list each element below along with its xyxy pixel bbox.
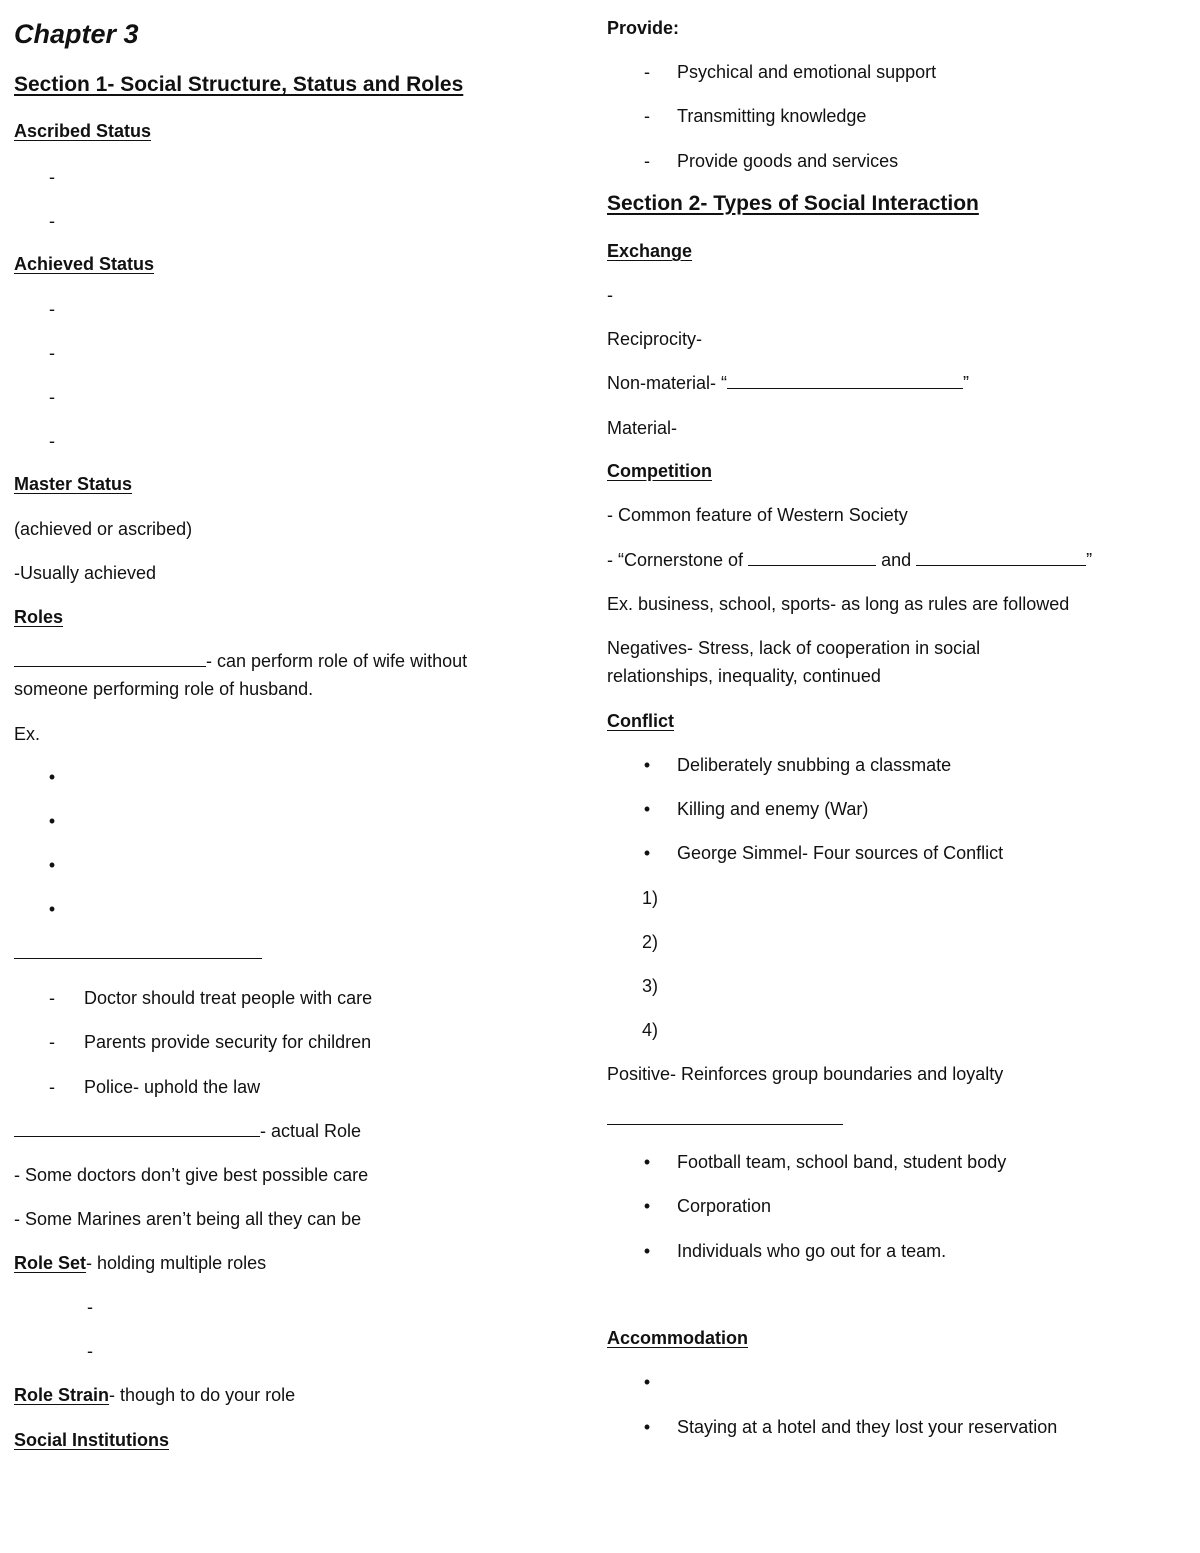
dash-marker: - [607,285,613,305]
section-1-heading: Section 1- Social Structure, Status and Roles [14,73,464,96]
conflict-item: George Simmel- Four sources of Conflict [677,843,1004,863]
master-status-note: (achieved or ascribed) [14,519,193,539]
section-2-heading: Section 2- Types of Social Interaction [607,192,979,215]
master-status-note: -Usually achieved [14,563,157,583]
conflict-heading: Conflict [607,711,674,731]
cornerstone-line: - “Cornerstone of and ” [607,550,1093,570]
cooperation-item: Corporation [677,1196,772,1216]
example-label: Ex. [14,724,41,744]
dash-marker: - [49,387,55,407]
dash-marker: - [644,151,650,171]
fill-in-blank [14,944,262,959]
roles-heading: Roles [14,607,64,627]
provide-item: Provide goods and services [677,151,899,171]
bullet-marker: • [643,1196,651,1216]
conflict-item: Killing and enemy (War) [677,799,869,819]
bullet-marker: • [643,1372,651,1392]
bullet-marker: • [48,811,56,831]
provide-item: Transmitting knowledge [677,106,867,126]
competition-negatives-cont: relationships, inequality, continued [607,666,881,686]
conflict-item: Deliberately snubbing a classmate [677,755,952,775]
dash-marker: - [49,431,55,451]
roles-definition: - can perform role of wife without [14,650,467,672]
reciprocity-line: Reciprocity- [607,329,703,349]
conflict-positive: Positive- Reinforces group boundaries and loyalty [607,1064,1004,1084]
exchange-heading: Exchange [607,241,693,261]
numbered-marker: 3) [642,976,659,996]
bullet-marker: • [643,1241,651,1261]
role-expectations-blank [14,942,262,964]
bullet-marker: • [48,899,56,919]
master-status-heading: Master Status [14,474,133,494]
cooperation-item: Football team, school band, student body [677,1152,1007,1172]
ascribed-status-heading: Ascribed Status [14,121,152,141]
dash-marker: - [49,167,55,187]
provide-item: Psychical and emotional support [677,62,937,82]
expectation-item: Police- uphold the law [84,1077,261,1097]
numbered-marker: 4) [642,1020,659,1040]
social-institutions-heading: Social Institutions [14,1430,170,1450]
accommodation-heading: Accommodation [607,1328,749,1348]
expectation-item: Parents provide security for children [84,1032,372,1052]
fill-in-blank [748,551,876,566]
dash-marker: - [87,1341,93,1361]
role-strain-line: Role Strain- though to do your role [14,1385,296,1405]
expectation-item: Doctor should treat people with care [84,988,373,1008]
material-line: Material- [607,418,678,438]
competition-note: - Common feature of Western Society [607,505,908,525]
role-performance-line: - actual Role [14,1120,361,1142]
bullet-marker: • [643,799,651,819]
numbered-marker: 2) [642,932,659,952]
competition-negatives: Negatives- Stress, lack of cooperation in social [607,638,981,658]
competition-example: Ex. business, school, sports- as long as rules are followed [607,594,1070,614]
achieved-status-heading: Achieved Status [14,254,155,274]
competition-heading: Competition [607,461,712,481]
dash-marker: - [49,211,55,231]
cooperation-blank [607,1108,843,1130]
accommodation-item: Staying at a hotel and they lost your reservation [677,1417,1058,1437]
bullet-marker: • [643,1152,651,1172]
cooperation-item: Individuals who go out for a team. [677,1241,947,1261]
bullet-marker: • [643,1417,651,1437]
bullet-marker: • [48,767,56,787]
dash-marker: - [87,1297,93,1317]
bullet-marker: • [643,755,651,775]
roles-definition-cont: someone performing role of husband. [14,679,314,699]
dash-marker: - [49,299,55,319]
numbered-marker: 1) [642,888,659,908]
bullet-marker: • [643,843,651,863]
fill-in-blank [14,652,206,667]
chapter-title: Chapter 3 [14,19,139,49]
dash-marker: - [49,1077,55,1097]
role-set-line: Role Set- holding multiple roles [14,1253,267,1273]
provide-heading: Provide: [607,18,680,38]
fill-in-blank [916,551,1086,566]
dash-marker: - [644,106,650,126]
fill-in-blank [14,1122,260,1137]
performance-note: - Some doctors don’t give best possible care [14,1165,369,1185]
dash-marker: - [644,62,650,82]
bullet-marker: • [48,855,56,875]
fill-in-blank [607,1110,843,1125]
performance-note: - Some Marines aren’t being all they can be [14,1209,362,1229]
dash-marker: - [49,343,55,363]
fill-in-blank [727,374,963,389]
dash-marker: - [49,988,55,1008]
non-material-line: Non-material- “ ” [607,373,970,393]
dash-marker: - [49,1032,55,1052]
